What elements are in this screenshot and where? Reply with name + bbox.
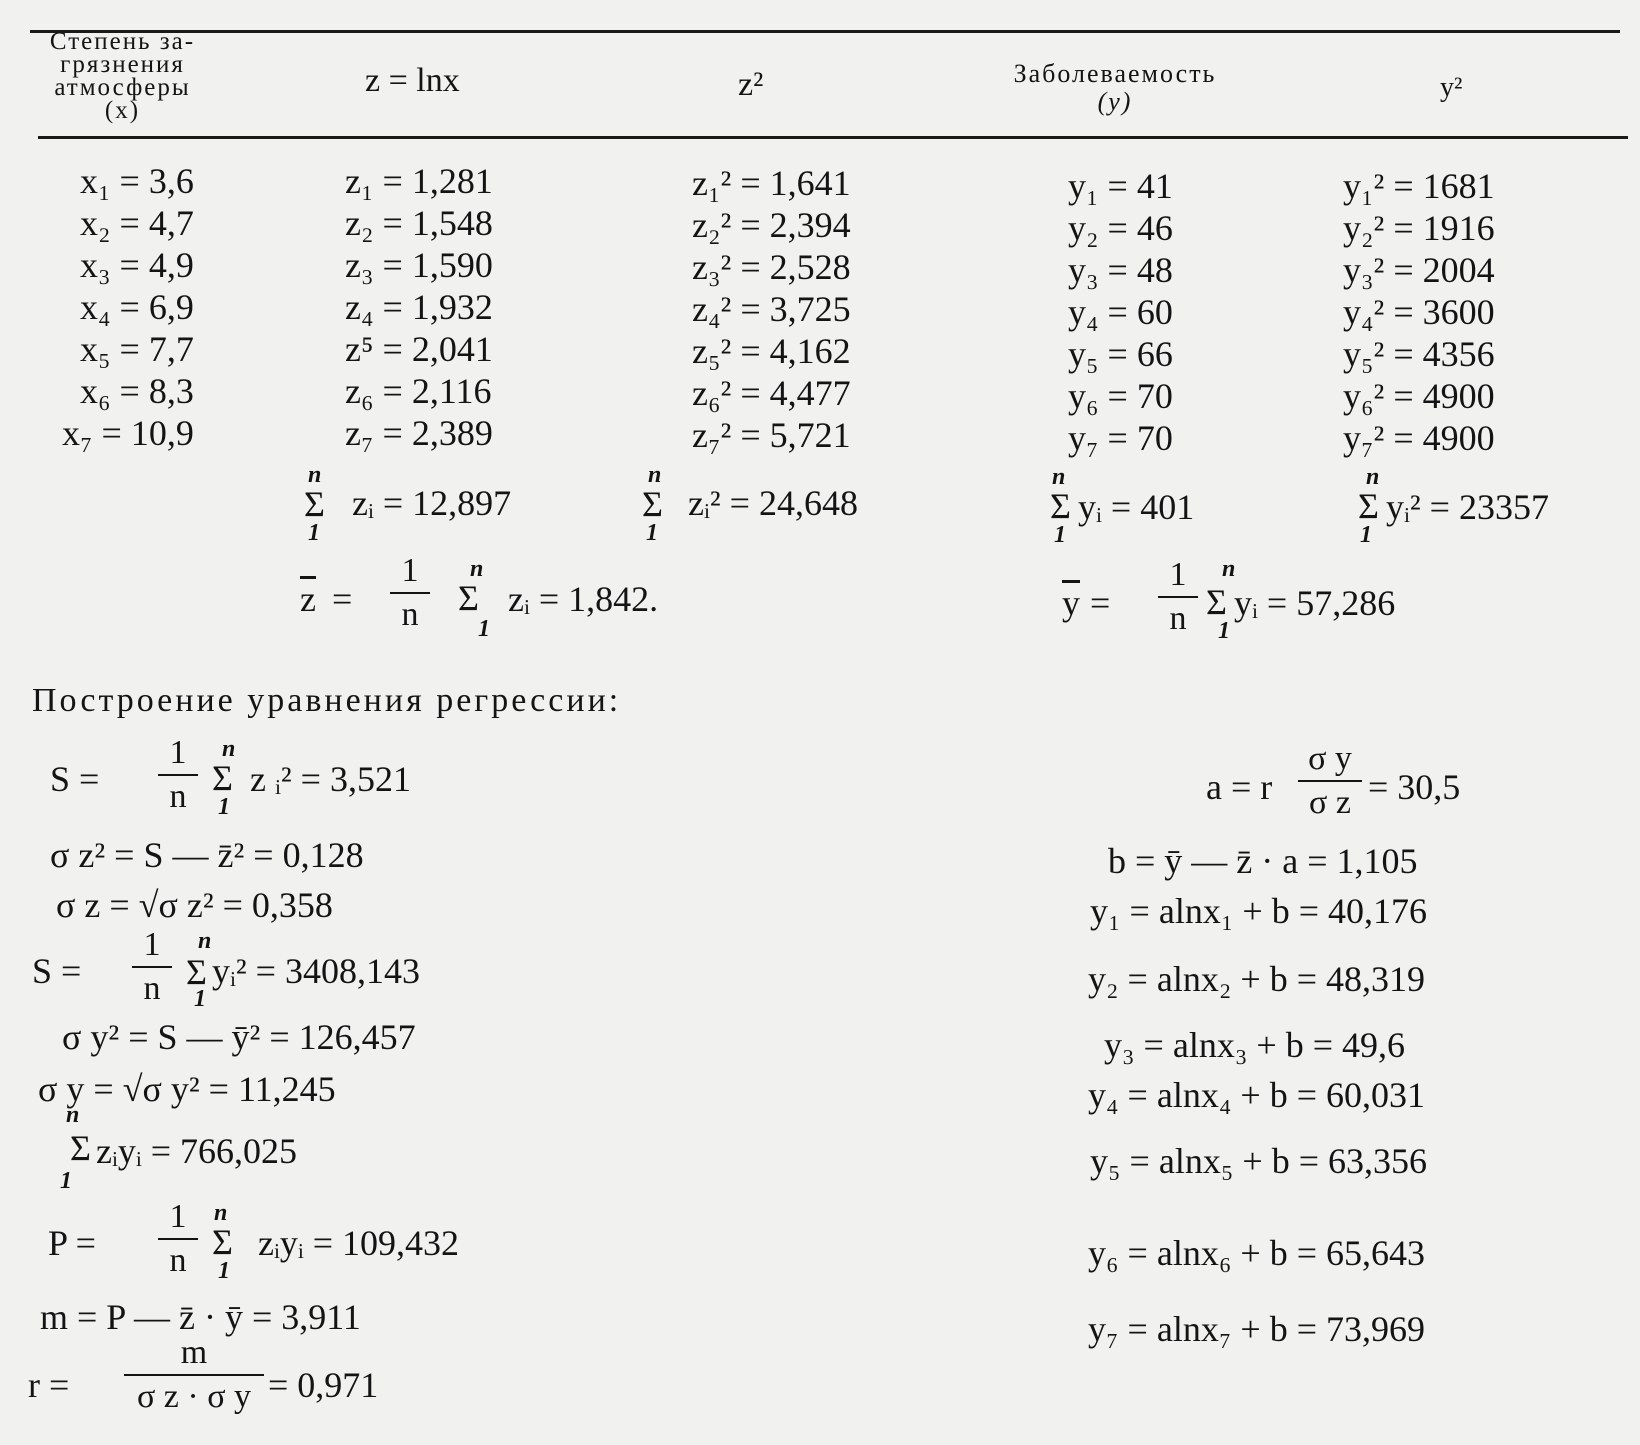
sum-lower: 1 <box>218 794 230 820</box>
formula-y5-hat: y₅ = alnx₅ + b = 63,356 <box>1090 1141 1427 1181</box>
cell-z4sq: z₄² = 3,725 <box>692 289 851 329</box>
sigma-symbol: Σ <box>186 952 207 992</box>
formula-rhs: = 0,971 <box>268 1365 379 1405</box>
cell-x6: x₆ = 8,3 <box>80 371 194 411</box>
mean-z-fraction <box>390 552 430 634</box>
table-header-rule <box>38 136 1628 139</box>
sum-upper: n <box>198 928 212 954</box>
formula-rhs: yᵢ² = 3408,143 <box>212 951 420 991</box>
header-morbidity <box>985 60 1245 116</box>
mean-y-eq: = <box>1090 583 1111 623</box>
sum-upper: n <box>214 1200 228 1226</box>
formula-m: m = P — z̄ · ȳ = 3,911 <box>40 1297 361 1337</box>
cell-y3: y₃ = 48 <box>1068 250 1173 290</box>
sum-upper: n <box>66 1102 80 1128</box>
cell-y4sq: y₄² = 3600 <box>1343 292 1495 332</box>
cell-z4: z₄ = 1,932 <box>345 287 493 327</box>
cell-y1: y₁ = 41 <box>1068 166 1173 206</box>
cell-y1sq: y₁² = 1681 <box>1343 166 1495 206</box>
cell-y7: y₇ = 70 <box>1068 418 1173 458</box>
cell-y4: y₄ = 60 <box>1068 292 1173 332</box>
formula-rhs: z ᵢ² = 3,521 <box>250 759 411 799</box>
fraction <box>158 734 198 816</box>
cell-x4: x₄ = 6,9 <box>80 287 194 327</box>
formula-y7-hat: y₇ = alnx₇ + b = 73,969 <box>1088 1309 1425 1349</box>
sum-lower: 1 <box>646 520 658 546</box>
sum-lower: 1 <box>194 986 206 1012</box>
fraction-bar <box>132 966 172 968</box>
cell-z2sq: z₂² = 2,394 <box>692 205 851 245</box>
fraction-numerator: 1 <box>169 1198 187 1235</box>
cell-y6: y₆ = 70 <box>1068 376 1173 416</box>
cell-x1: x₁ = 3,6 <box>80 161 194 201</box>
formula-rhs: zᵢyᵢ = 109,432 <box>258 1223 460 1263</box>
formula-y6-hat: y₆ = alnx₆ + b = 65,643 <box>1088 1233 1425 1273</box>
fraction <box>124 1334 264 1416</box>
sum-lower: 1 <box>1054 522 1066 548</box>
cell-z6sq: z₆² = 4,477 <box>692 373 851 413</box>
header-line: Степень за- <box>49 28 196 55</box>
mean-y-value: yᵢ = 57,286 <box>1234 583 1396 623</box>
cell-z1sq: z₁² = 1,641 <box>692 163 851 203</box>
fraction-denominator: n <box>169 1242 187 1279</box>
fraction-denominator: n <box>143 970 161 1007</box>
fraction-numerator: σ y <box>1308 740 1352 777</box>
fraction <box>1298 740 1362 822</box>
cell-z2: z₂ = 1,548 <box>345 203 493 243</box>
header-z-lnx: z = lnx <box>365 62 460 99</box>
formula-lhs: S = <box>32 951 82 991</box>
cell-y6sq: y₆² = 4900 <box>1343 376 1495 416</box>
cell-z6: z₆ = 2,116 <box>345 371 492 411</box>
header-line: атмосферы <box>54 74 191 101</box>
sigma-symbol: Σ <box>1358 486 1379 526</box>
sigma-symbol: Σ <box>212 1222 233 1262</box>
header-line: грязнения <box>60 51 185 78</box>
sum-upper: n <box>222 736 236 762</box>
sigma-symbol: Σ <box>304 484 325 524</box>
fraction-bar <box>124 1374 264 1376</box>
header-line: (y) <box>1097 87 1133 116</box>
fraction <box>132 926 172 1008</box>
formula-y2-hat: y₂ = alnx₂ + b = 48,319 <box>1088 959 1425 999</box>
sum-lower: 1 <box>1360 522 1372 548</box>
header-y-squared: y² <box>1440 72 1463 103</box>
sum-upper: n <box>648 462 662 488</box>
sum-lower: 1 <box>218 1258 230 1284</box>
sum-lower: 1 <box>1218 618 1230 644</box>
fraction-denominator: n <box>169 778 187 815</box>
table-top-rule <box>30 30 1620 33</box>
mean-y-symbol: $\overline{y}$ <box>1062 583 1080 623</box>
mean-y-fraction <box>1158 556 1198 638</box>
sum-z-value: zᵢ = 12,897 <box>352 483 512 523</box>
formula-rhs: = 30,5 <box>1368 767 1461 807</box>
fraction-denominator: n <box>401 596 419 633</box>
mean-z-symbol: $\overline{z}$ <box>300 579 316 619</box>
cell-z5: z⁵ = 2,041 <box>345 329 493 369</box>
sigma-symbol: Σ <box>458 578 479 618</box>
cell-x2: x₂ = 4,7 <box>80 203 194 243</box>
header-pollution-degree <box>30 30 215 122</box>
sigma-symbol: Σ <box>642 484 663 524</box>
cell-z7sq: z₇² = 5,721 <box>692 415 851 455</box>
cell-x3: x₃ = 4,9 <box>80 245 194 285</box>
formula-sigma-z-squared: σ z² = S — z̄² = 0,128 <box>50 835 364 875</box>
mean-z-eq: = <box>332 579 353 619</box>
sum-upper: n <box>1222 556 1236 582</box>
cell-y2: y₂ = 46 <box>1068 208 1173 248</box>
fraction-numerator: 1 <box>143 926 161 963</box>
fraction-bar <box>1298 780 1362 782</box>
formula-sigma-y-squared: σ y² = S — ȳ² = 126,457 <box>62 1017 416 1057</box>
fraction-bar <box>158 1238 198 1240</box>
sum-lower: 1 <box>308 520 320 546</box>
sum-z-squared-value: zᵢ² = 24,648 <box>688 483 858 523</box>
cell-x5: x₅ = 7,7 <box>80 329 194 369</box>
cell-z1: z₁ = 1,281 <box>345 161 493 201</box>
sigma-symbol: Σ <box>1206 582 1227 622</box>
fraction-bar <box>158 774 198 776</box>
fraction-numerator: m <box>180 1334 208 1371</box>
formula-sigma-y: σ y = √σ y² = 11,245 <box>38 1069 336 1109</box>
formula-rhs: zᵢyᵢ = 766,025 <box>96 1131 298 1171</box>
formula-lhs: P = <box>48 1223 96 1263</box>
sum-y-squared-value: yᵢ² = 23357 <box>1386 487 1549 527</box>
cell-y3sq: y₃² = 2004 <box>1343 250 1495 290</box>
sigma-symbol: Σ <box>212 758 233 798</box>
cell-y7sq: y₇² = 4900 <box>1343 418 1495 458</box>
cell-z3: z₃ = 1,590 <box>345 245 493 285</box>
sum-upper: n <box>470 556 484 582</box>
header-line: Заболеваемость <box>1013 59 1217 88</box>
formula-y4-hat: y₄ = alnx₄ + b = 60,031 <box>1088 1075 1425 1115</box>
formula-lhs: r = <box>28 1365 70 1405</box>
fraction-bar <box>1158 596 1198 598</box>
cell-y2sq: y₂² = 1916 <box>1343 208 1495 248</box>
sum-upper: n <box>1052 464 1066 490</box>
fraction-numerator: 1 <box>1169 556 1187 593</box>
header-line: (x) <box>104 97 141 124</box>
sigma-symbol: Σ <box>70 1128 91 1168</box>
mean-z-value: zᵢ = 1,842. <box>508 579 659 619</box>
cell-x7: x₇ = 10,9 <box>62 413 194 453</box>
sum-upper: n <box>1366 464 1380 490</box>
cell-y5sq: y₅² = 4356 <box>1343 334 1495 374</box>
fraction-denominator: σ z <box>1309 784 1351 821</box>
sum-lower: 1 <box>60 1168 72 1194</box>
fraction-numerator: 1 <box>169 734 187 771</box>
cell-z7: z₇ = 2,389 <box>345 413 493 453</box>
fraction <box>158 1198 198 1280</box>
header-z-squared: z² <box>738 66 764 103</box>
formula-b: b = ȳ — z̄ · a = 1,105 <box>1108 841 1418 881</box>
sum-lower: 1 <box>478 616 490 642</box>
sum-y-value: yᵢ = 401 <box>1078 487 1195 527</box>
cell-z3sq: z₃² = 2,528 <box>692 247 851 287</box>
sigma-symbol: Σ <box>1050 486 1071 526</box>
section-title: Построение уравнения регрессии: <box>32 682 622 719</box>
formula-y1-hat: y₁ = alnx₁ + b = 40,176 <box>1090 891 1427 931</box>
formula-lhs: a = r <box>1206 767 1273 807</box>
formula-sigma-z: σ z = √σ z² = 0,358 <box>56 885 333 925</box>
formula-y3-hat: y₃ = alnx₃ + b = 49,6 <box>1104 1025 1405 1065</box>
sum-upper: n <box>308 462 322 488</box>
fraction-denominator: σ z · σ y <box>136 1378 252 1415</box>
fraction-bar <box>390 592 430 594</box>
fraction-denominator: n <box>1169 600 1187 637</box>
cell-y5: y₅ = 66 <box>1068 334 1173 374</box>
fraction-numerator: 1 <box>401 552 419 589</box>
formula-lhs: S = <box>50 759 100 799</box>
cell-z5sq: z₅² = 4,162 <box>692 331 851 371</box>
